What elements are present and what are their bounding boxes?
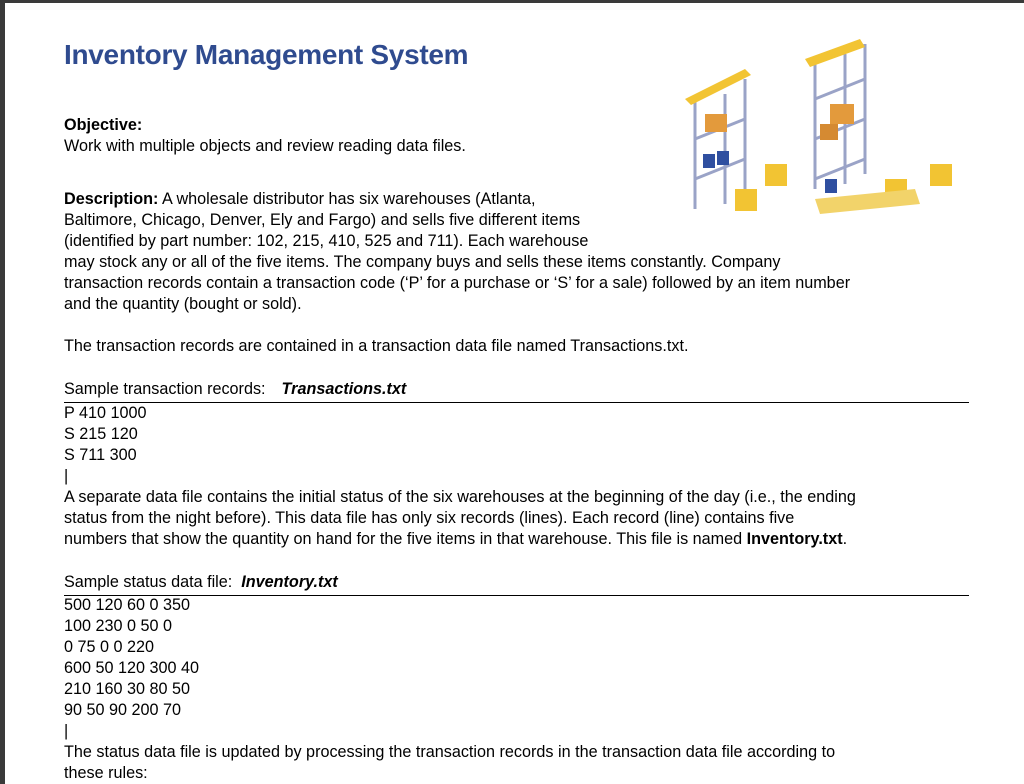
intro-text: numbers that show the quantity on hand for the five items in that warehouse. This file is named xyxy=(64,530,747,548)
warehouse-illustration xyxy=(665,39,965,239)
rules-intro-line: The status data file is updated by processing the transaction records in the transaction data file according to xyxy=(64,743,836,761)
period: . xyxy=(842,530,848,548)
inventory-row: 600 50 120 300 40 xyxy=(64,659,200,677)
divider xyxy=(64,402,969,403)
inventory-intro-line: status from the night before). This data file has only six records (lines). Each record (line) contains five xyxy=(64,509,795,527)
inventory-filename-inline: Inventory.txt xyxy=(746,530,843,548)
inventory-sample-label xyxy=(64,572,338,593)
inventory-intro-line xyxy=(64,529,847,550)
description-line: transaction records contain a transaction code (‘P’ for a purchase or ‘S’ for a sale) followed by an item number xyxy=(64,274,851,292)
description-heading: Description: xyxy=(64,190,159,208)
text-cursor: | xyxy=(64,467,69,485)
inventory-row: 0 75 0 0 220 xyxy=(64,638,155,656)
inventory-row: 210 160 30 80 50 xyxy=(64,680,191,698)
divider xyxy=(64,595,969,596)
description-line xyxy=(64,189,535,210)
description-line: (identified by part number: 102, 215, 410, 525 and 711). Each warehouse xyxy=(64,232,589,250)
description-line: may stock any or all of the five items. The company buys and sells these items constantly. Company xyxy=(64,253,781,271)
transaction-row: S 215 120 xyxy=(64,425,138,443)
sample-label: Sample transaction records: xyxy=(64,380,266,398)
description-line: Baltimore, Chicago, Denver, Ely and Fargo) and sells five different items xyxy=(64,211,581,229)
text-cursor: | xyxy=(64,722,69,740)
inventory-row: 100 230 0 50 0 xyxy=(64,617,173,635)
objective-heading: Objective: xyxy=(64,116,143,134)
transactions-intro: The transaction records are contained in a transaction data file named Transactions.txt. xyxy=(64,337,689,355)
inventory-row: 500 120 60 0 350 xyxy=(64,596,191,614)
sample-label: Sample status data file: xyxy=(64,573,233,591)
description-line: and the quantity (bought or sold). xyxy=(64,295,302,313)
page-title: Inventory Management System xyxy=(64,39,469,70)
document-page xyxy=(5,3,1024,784)
objective-text: Work with multiple objects and review reading data files. xyxy=(64,137,466,155)
inventory-row: 90 50 90 200 70 xyxy=(64,701,182,719)
rules-intro-line: these rules: xyxy=(64,764,148,782)
inventory-intro-line: A separate data file contains the initial status of the six warehouses at the beginning of the day (i.e., the ending xyxy=(64,488,856,506)
transaction-row: P 410 1000 xyxy=(64,404,147,422)
transactions-filename: Transactions.txt xyxy=(281,380,407,398)
transaction-row: S 711 300 xyxy=(64,446,137,464)
inventory-filename: Inventory.txt xyxy=(241,573,338,591)
transactions-sample-label xyxy=(64,379,406,400)
description-text: A wholesale distributor has six warehouses (Atlanta, xyxy=(158,190,536,208)
